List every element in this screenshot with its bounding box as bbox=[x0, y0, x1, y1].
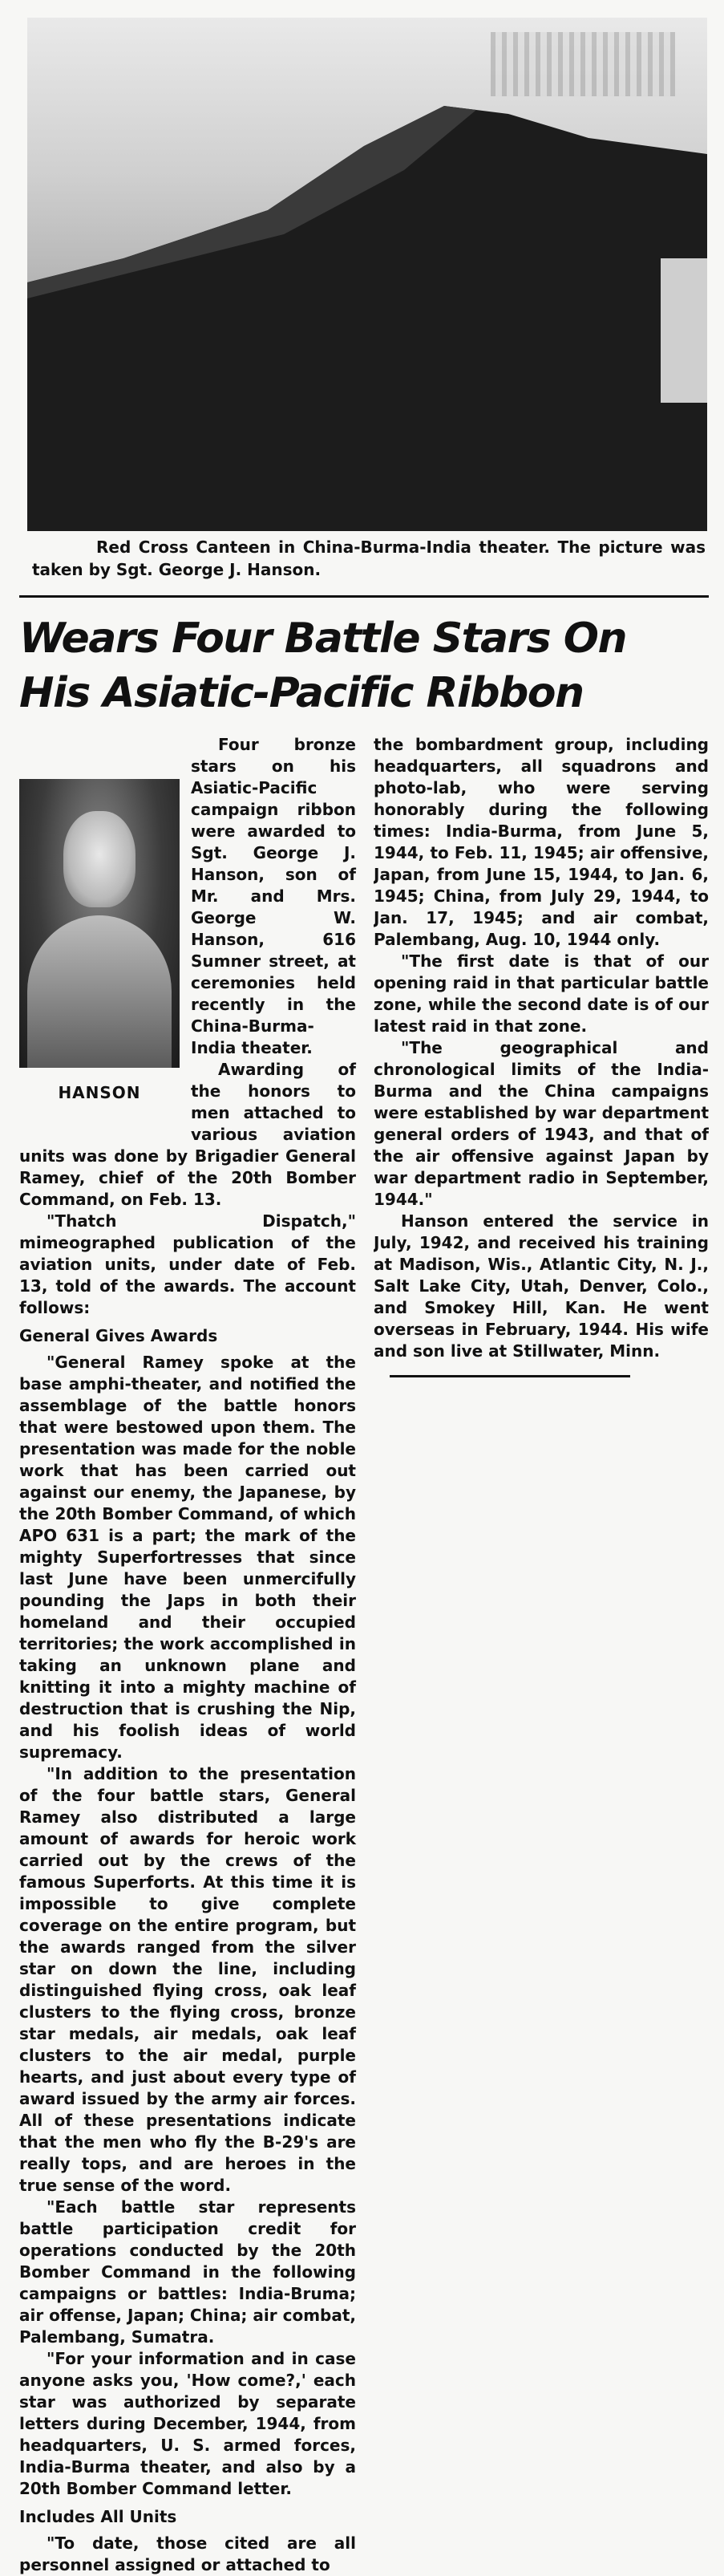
article-paragraph: Hanson entered the service in July, 1942, and received his training at Madison, Wis., Atlantic City, N. J., Salt Lake City, Utah, Denver, Colo., and Smokey Hill, Kan. He went overseas in February, 1944. His wife and son live at Stillwater, Minn. bbox=[374, 1211, 709, 1361]
article-paragraph: "The first date is that of our opening raid in that particular battle zone, while the second date is of our latest raid in that zone. bbox=[374, 951, 709, 1036]
article-paragraph: "In addition to the presentation of the four battle stars, General Ramey also distributed a large amount of awards for heroic work carried out by the crews of the famous Superforts. At this time it is impossible to give complete coverage on the entire program, but the awards ranged from the silver star on down the line, including distinguished flying cross, oak leaf clusters to the flying cross, bronze star medals, air medals, oak leaf clusters to the air medal, purple hearts, and just about every type of award issued by the army air forces. All of these presentations indicate that the men who fly the B-29's are really tops, and are heroes in the true sense of the word. bbox=[19, 1764, 356, 2195]
portrait-caption: HANSON bbox=[58, 1083, 141, 1102]
subhead-general-gives-awards: General Gives Awards bbox=[19, 1326, 218, 1345]
article-paragraph: the bombardment group, including headquarters, all squadrons and photo-lab, who were serving honorably during the following times: India-Burma, from June 5, 1944, to Feb. 11, 1945; air offensive, Japan, from June 15, 1944, to Jan. 6, 1945; China, from July 29, 1944, to Jan. 17, 1945; and air combat, Palembang, Aug. 10, 1944 only. bbox=[374, 735, 709, 949]
article-paragraph: "The geographical and chronological limits of the India-Burma and the China campaigns were established by war department general orders of 1943, and that of the air offensive against Japan by war department radio in September, 1944." bbox=[374, 1038, 709, 1209]
canteen-building-silhouette bbox=[27, 18, 707, 531]
article-paragraph: Awarding of the honors to men attached to various aviation units was done by Brigadier General Ramey, chief of the 20th Bomber Command, on Feb. 13. bbox=[19, 1060, 356, 1209]
portrait-block bbox=[19, 737, 180, 1142]
headline-line-1: Wears Four Battle Stars On bbox=[19, 615, 627, 663]
hanson-portrait bbox=[19, 779, 180, 1068]
subhead-includes-all-units: Includes All Units bbox=[19, 2507, 177, 2526]
article-paragraph: "For your information and in case anyone asks you, 'How come?,' each star was authorized by separate letters during December, 1944, from headquarters, U. S. armed forces, India-Burma theater, and also by a 20th Bomber Command letter. bbox=[19, 2349, 356, 2498]
article-lead: Four bronze stars on his Asiatic-Pacific campaign ribbon were awarded to Sgt. George J. Hanson, son of Mr. and Mrs. George W. Hanson, 616 Sumner street, at ceremonies held recently in the China-Burma-India theater. bbox=[191, 735, 356, 1057]
article-column-right bbox=[374, 734, 709, 1377]
canteen-photo bbox=[27, 18, 707, 531]
article-column-left bbox=[19, 734, 356, 2576]
article-paragraph: "Thatch Dispatch," mimeographed publication of the aviation units, under date of Feb. 13, told of the awards. The account follows: bbox=[19, 1211, 356, 1317]
photo-caption: Red Cross Canteen in China-Burma-India theater. The picture was taken by Sgt. George J. Hanson. bbox=[32, 538, 706, 579]
column-end-rule bbox=[390, 1375, 630, 1377]
article-paragraph: "To date, those cited are all personnel assigned or attached to bbox=[19, 2533, 356, 2574]
article-paragraph: "General Ramey spoke at the base amphi-theater, and notified the assemblage of the battle honors that were bestowed upon them. The presentation was made for the noble work that has been carried out against our enemy, the Japanese, by the 20th Bomber Command, of which APO 631 is a part; the mark of the mighty Superfortresses that since last June have been unmercifully pounding the Japs in both their homeland and their occupied territories; the work accomplished in taking an unknown plane and knitting it into a mighty machine of destruction that is crushing the Nip, and his foolish ideas of world supremacy. bbox=[19, 1353, 356, 1762]
article-paragraph: "Each battle star represents battle participation credit for operations conducted by the 20th Bomber Command in the following campaigns or battles: India-Bruma; air offense, Japan; China; air combat, Palembang, Sumatra. bbox=[19, 2197, 356, 2347]
headline-line-2: His Asiatic-Pacific Ribbon bbox=[19, 669, 584, 717]
headline bbox=[19, 611, 709, 720]
caption-rule bbox=[19, 595, 709, 598]
